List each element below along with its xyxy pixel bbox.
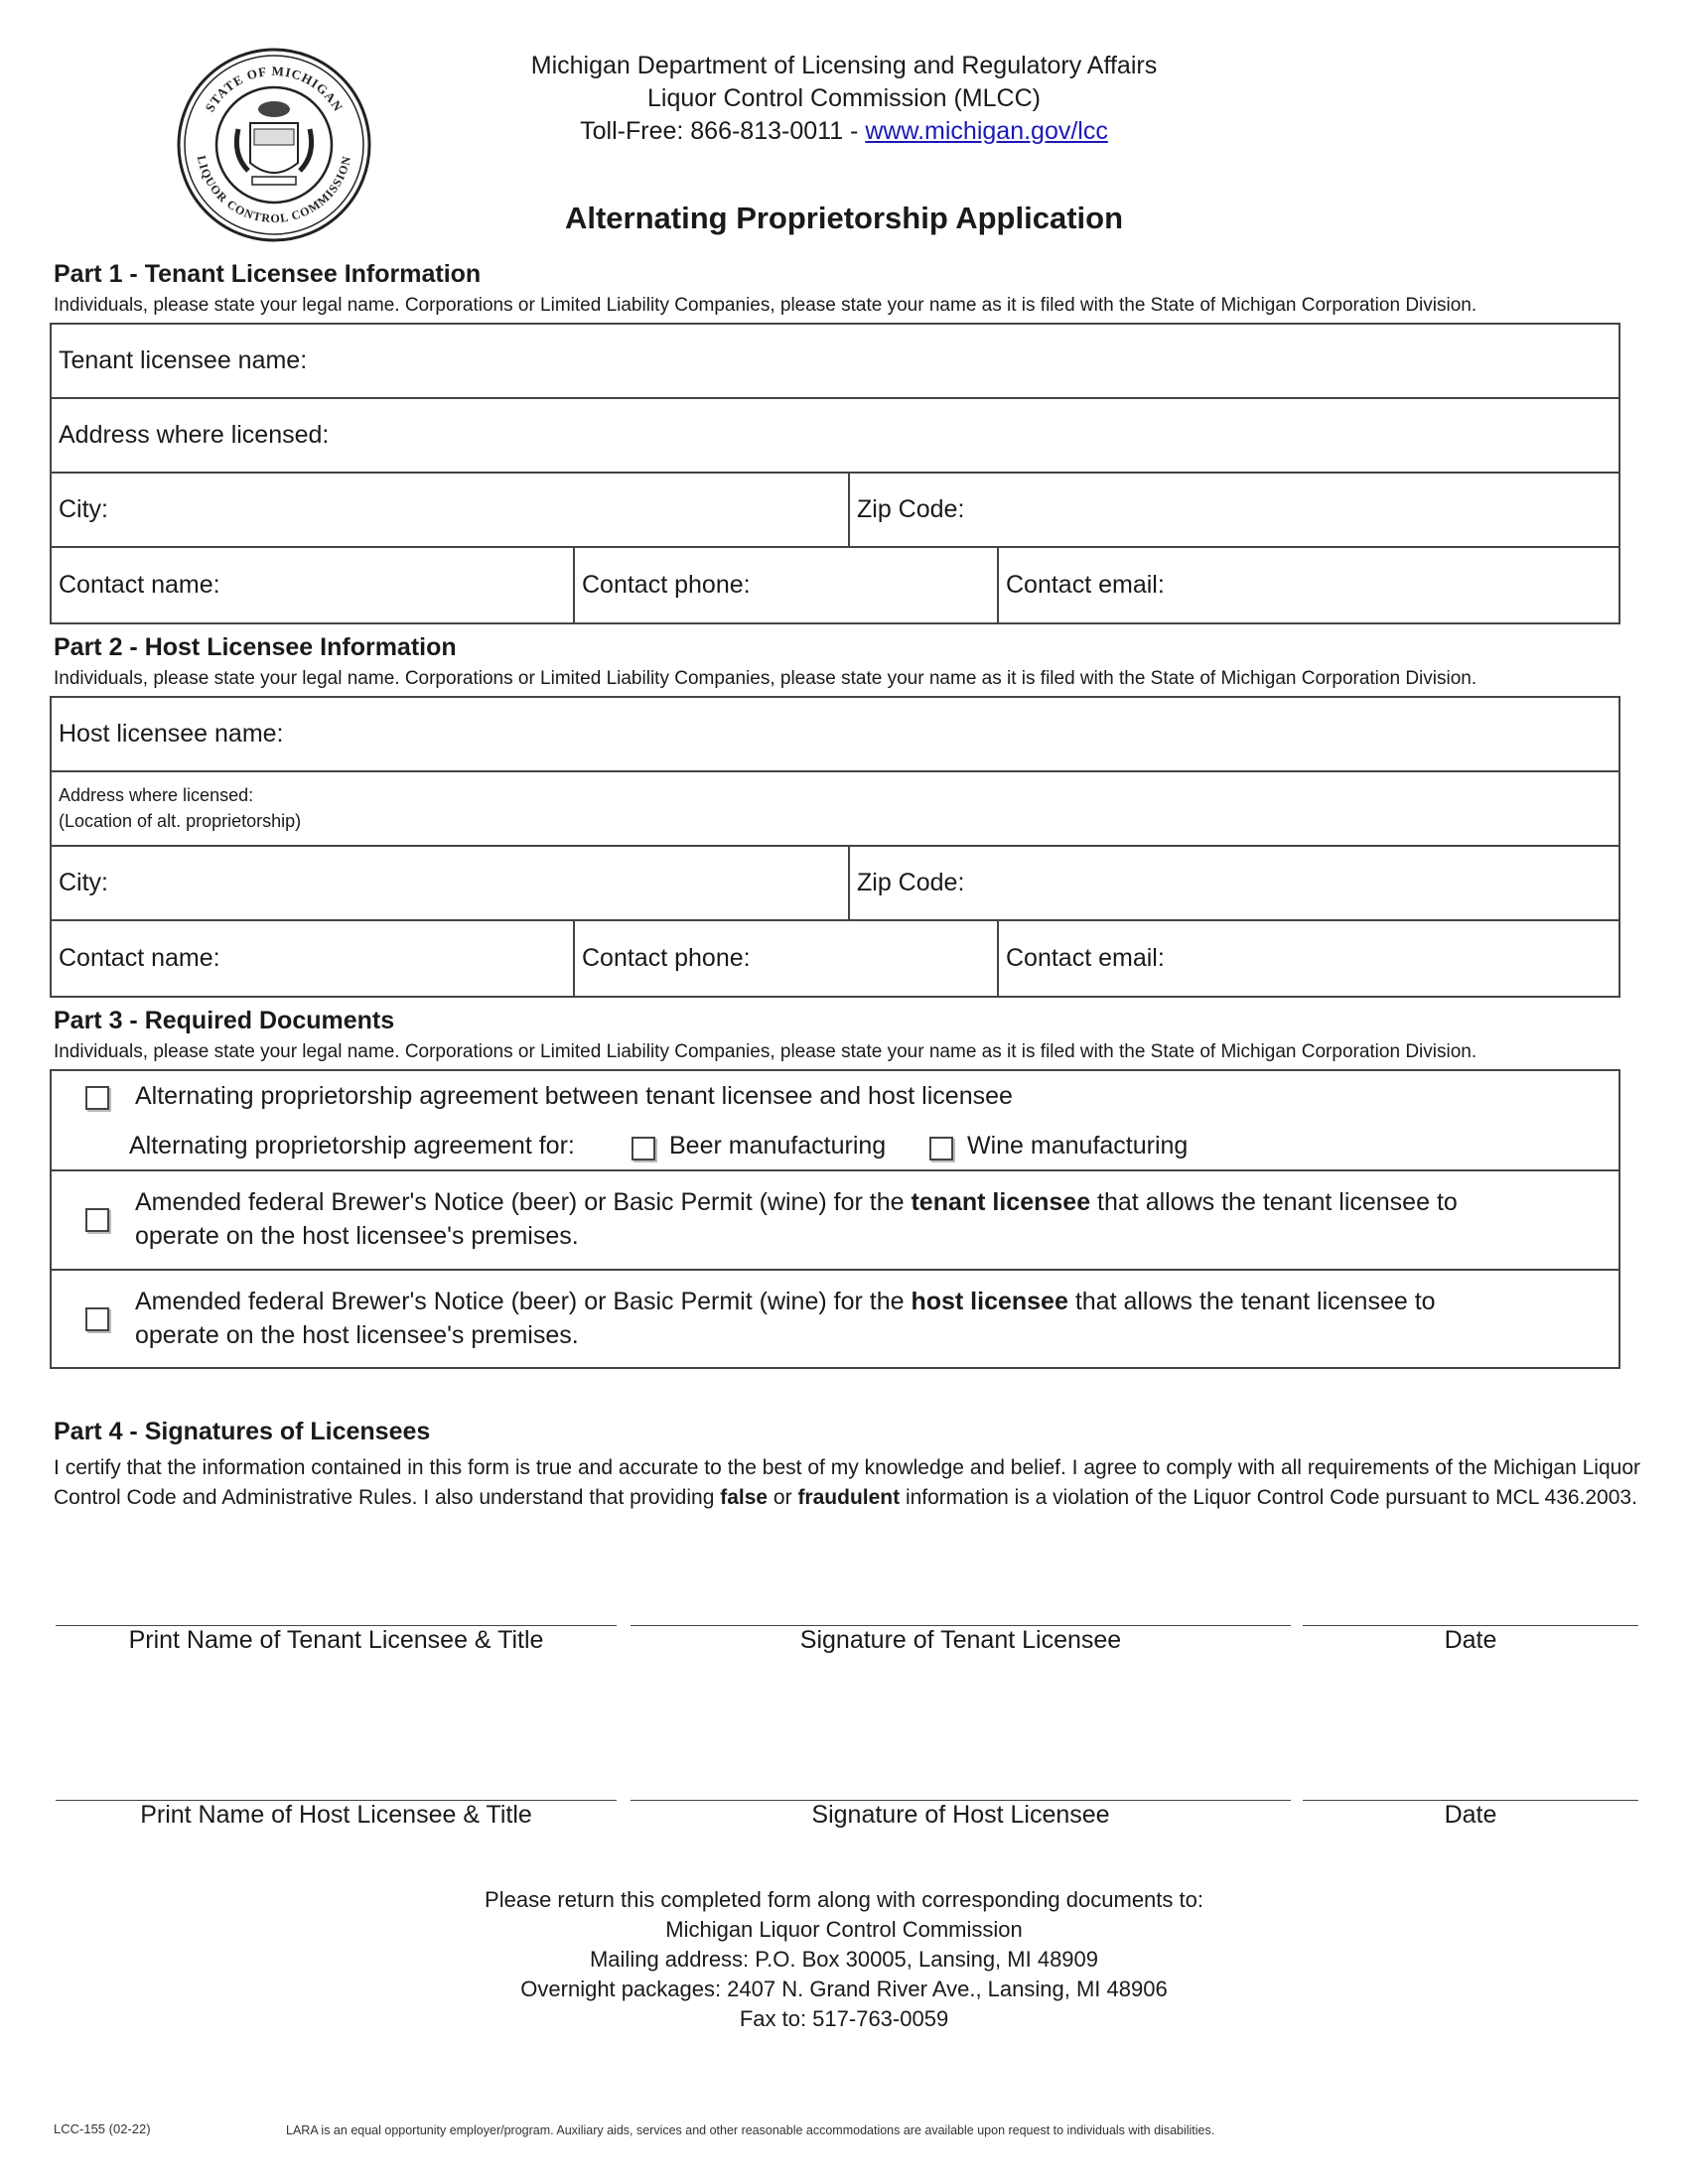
beer-checkbox[interactable] bbox=[632, 1137, 655, 1160]
host-contact-row bbox=[52, 921, 1618, 996]
field-label: Contact email: bbox=[1006, 571, 1165, 599]
field-label: Contact phone: bbox=[582, 571, 751, 599]
field-sublabel: (Location of alt. proprietorship) bbox=[59, 811, 302, 831]
host-contact-name-field[interactable] bbox=[52, 921, 575, 996]
return-line-1: Please return this completed form along with corresponding documents to: bbox=[485, 1887, 1203, 1912]
form-title: Alternating Proprietorship Application bbox=[564, 201, 1124, 235]
return-line-4: Overnight packages: 2407 N. Grand River Ave., Lansing, MI 48906 bbox=[520, 1977, 1168, 2001]
field-label: Host licensee name: bbox=[59, 720, 284, 748]
host-print-label: Print Name of Host Licensee & Title bbox=[140, 1801, 532, 1829]
tenant-permit-checkbox[interactable] bbox=[85, 1208, 109, 1232]
host-info-grid bbox=[50, 696, 1620, 998]
host-contact-email-field[interactable] bbox=[999, 921, 1618, 996]
return-line-5: Fax to: 517-763-0059 bbox=[739, 2006, 949, 2031]
svg-text:STATE OF MICHIGAN: STATE OF MICHIGAN bbox=[202, 63, 347, 115]
part1-heading: Part 1 - Tenant Licensee Information bbox=[54, 260, 482, 288]
tenant-info-grid bbox=[50, 323, 1620, 624]
host-address-row bbox=[52, 772, 1618, 847]
tenant-zip-field[interactable] bbox=[850, 474, 1618, 546]
part4-heading: Part 4 - Signatures of Licensees bbox=[54, 1418, 431, 1445]
text-part: information is a violation of the Liquor Control Code pursuant to MCL 436.2003. bbox=[900, 1486, 1637, 1509]
eeo-statement: LARA is an equal opportunity employer/program. Auxiliary aids, services and other reasonable accommodations are available upon request to individuals with disabilities. bbox=[286, 2123, 1215, 2137]
doc-agreement-row bbox=[52, 1071, 1618, 1171]
agreement-label: Alternating proprietorship agreement between tenant licensee and host licensee bbox=[135, 1082, 1013, 1110]
tenant-name-row bbox=[52, 325, 1618, 399]
tollfree-text: Toll-Free: 866-813-0011 - bbox=[580, 117, 866, 145]
tenant-permit-label bbox=[135, 1185, 1458, 1253]
field-label: Zip Code: bbox=[857, 495, 965, 523]
tenant-address-field[interactable] bbox=[52, 399, 1618, 472]
host-permit-checkbox[interactable] bbox=[85, 1307, 109, 1331]
wine-checkbox[interactable] bbox=[929, 1137, 953, 1160]
text-part: Amended federal Brewer's Notice (beer) or Basic Permit (wine) for the bbox=[135, 1188, 912, 1216]
doc-host-permit-row bbox=[52, 1271, 1618, 1367]
part2-note: Individuals, please state your legal name. Corporations or Limited Liability Companies, please state your name as it is filed with the State of Michigan Corporation Division. bbox=[54, 668, 1477, 689]
part3-note: Individuals, please state your legal name. Corporations or Limited Liability Companies, please state your name as it is filed with the State of Michigan Corporation Division. bbox=[54, 1041, 1477, 1062]
contact-line bbox=[496, 115, 1192, 148]
form-id: LCC-155 (02-22) bbox=[54, 2121, 151, 2136]
text-part: I certify that the information contained in this form is true and accurate to the best of my knowledge and belief. I agree to comply with all requirements of the Michigan Liquor Control Code and Administrative Rules. I also understand that providing bbox=[54, 1456, 1640, 1509]
mlcc-seal-logo bbox=[175, 46, 373, 244]
return-line-3: Mailing address: P.O. Box 30005, Lansing, MI 48909 bbox=[589, 1947, 1099, 1972]
tenant-city-field[interactable] bbox=[52, 474, 850, 546]
tenant-contact-row bbox=[52, 548, 1618, 622]
required-documents-box bbox=[50, 1069, 1620, 1369]
doc-tenant-permit-row bbox=[52, 1171, 1618, 1271]
agreement-checkbox[interactable] bbox=[85, 1086, 109, 1110]
host-name-row bbox=[52, 698, 1618, 772]
text-part: that allows the tenant licensee to bbox=[1090, 1188, 1458, 1216]
text-part: operate on the host licensee's premises. bbox=[135, 1222, 579, 1250]
agreement-for-label: Alternating proprietorship agreement for: bbox=[129, 1132, 575, 1160]
host-permit-label bbox=[135, 1285, 1436, 1352]
text-part: Amended federal Brewer's Notice (beer) or Basic Permit (wine) for the bbox=[135, 1288, 912, 1315]
host-address-field[interactable] bbox=[52, 772, 1618, 845]
field-label: Contact name: bbox=[59, 571, 220, 599]
text-part: that allows the tenant licensee to bbox=[1067, 1288, 1436, 1315]
host-city-field[interactable] bbox=[52, 847, 850, 919]
commission-name: Liquor Control Commission (MLCC) bbox=[647, 84, 1041, 112]
return-line-2: Michigan Liquor Control Commission bbox=[665, 1917, 1023, 1942]
tenant-contact-email-field[interactable] bbox=[999, 548, 1618, 622]
tenant-city-row bbox=[52, 474, 1618, 548]
part3-heading: Part 3 - Required Documents bbox=[54, 1007, 395, 1034]
part2-heading: Part 2 - Host Licensee Information bbox=[54, 633, 457, 661]
text-bold: tenant licensee bbox=[911, 1188, 1091, 1216]
svg-text:LIQUOR CONTROL COMMISSION: LIQUOR CONTROL COMMISSION bbox=[194, 154, 354, 226]
tenant-signature-label: Signature of Tenant Licensee bbox=[799, 1626, 1122, 1654]
wine-label: Wine manufacturing bbox=[967, 1132, 1189, 1160]
field-label: Address where licensed: bbox=[59, 421, 330, 449]
text-bold: false bbox=[720, 1486, 769, 1509]
website-link[interactable]: www.michigan.gov/lcc bbox=[865, 117, 1108, 145]
field-label: City: bbox=[59, 495, 108, 523]
department-name: Michigan Department of Licensing and Regulatory Affairs bbox=[530, 52, 1158, 79]
field-label: City: bbox=[59, 869, 108, 896]
host-contact-phone-field[interactable] bbox=[575, 921, 999, 996]
field-label: Contact email: bbox=[1006, 944, 1165, 972]
tenant-name-field[interactable] bbox=[52, 325, 1618, 397]
text-bold: host licensee bbox=[911, 1288, 1068, 1315]
host-signature-label: Signature of Host Licensee bbox=[811, 1801, 1110, 1829]
tenant-contact-name-field[interactable] bbox=[52, 548, 575, 622]
host-zip-field[interactable] bbox=[850, 847, 1618, 919]
field-label: Contact phone: bbox=[582, 944, 751, 972]
tenant-address-row bbox=[52, 399, 1618, 474]
field-label: Address where licensed: bbox=[59, 785, 254, 805]
field-label: Contact name: bbox=[59, 944, 220, 972]
field-label: Tenant licensee name: bbox=[59, 346, 308, 374]
field-label: Zip Code: bbox=[857, 869, 965, 896]
text-part: operate on the host licensee's premises. bbox=[135, 1321, 579, 1349]
agreement-type-line bbox=[129, 1129, 575, 1162]
beer-label: Beer manufacturing bbox=[669, 1132, 887, 1160]
part1-note: Individuals, please state your legal name. Corporations or Limited Liability Companies, please state your name as it is filed with the State of Michigan Corporation Division. bbox=[54, 295, 1477, 316]
tenant-date-label: Date bbox=[1444, 1626, 1497, 1654]
host-city-row bbox=[52, 847, 1618, 921]
host-date-label: Date bbox=[1444, 1801, 1497, 1829]
certification-text bbox=[54, 1453, 1640, 1513]
tenant-contact-phone-field[interactable] bbox=[575, 548, 999, 622]
text-bold: fraudulent bbox=[797, 1486, 901, 1509]
tenant-print-label: Print Name of Tenant Licensee & Title bbox=[128, 1626, 544, 1654]
host-name-field[interactable] bbox=[52, 698, 1618, 770]
text-part: or bbox=[768, 1486, 798, 1509]
